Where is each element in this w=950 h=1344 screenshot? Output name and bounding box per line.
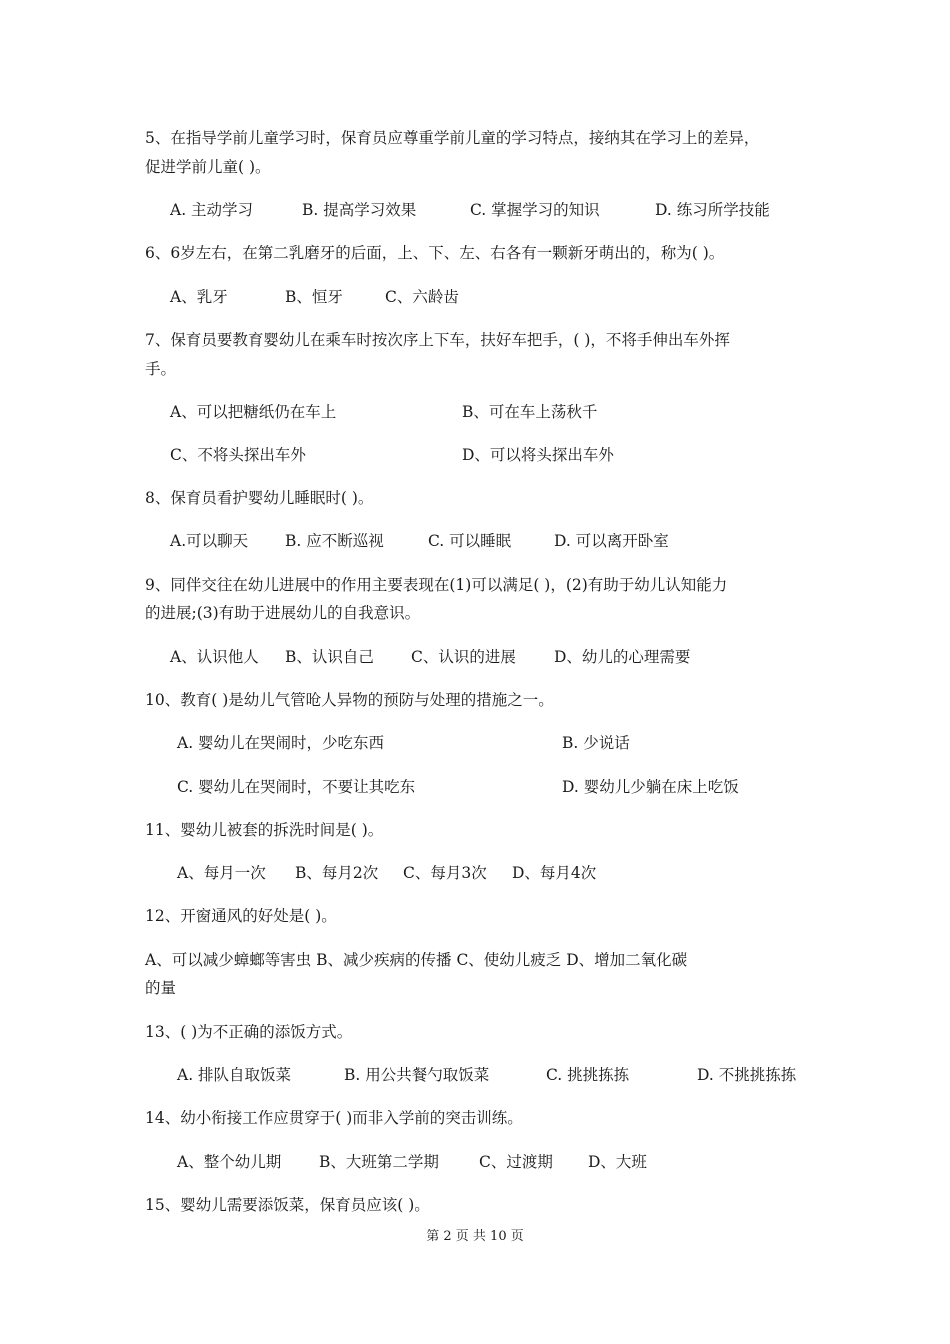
question-10-option-c: C. 婴幼儿在哭闹时，不要让其吃东: [177, 778, 416, 796]
question-12-text: 12、开窗通风的好处是( )。: [145, 907, 337, 925]
question-8-option-a: A.可以聊天: [170, 532, 249, 550]
question-15-text: 15、婴幼儿需要添饭菜，保育员应该( )。: [145, 1196, 430, 1214]
question-6-text: 6、6岁左右，在第二乳磨牙的后面，上、下、左、右各有一颗新牙萌出的，称为( )。: [145, 244, 725, 262]
page-number: 第 2 页 共 10 页: [426, 1229, 524, 1244]
question-13-text: 13、( )为不正确的添饭方式。: [145, 1023, 353, 1041]
question-13-option-d: D. 不挑挑拣拣: [697, 1066, 797, 1084]
question-13-option-b: B. 用公共餐勺取饭菜: [344, 1066, 490, 1084]
question-7-option-b: B、可在车上荡秋千: [462, 403, 598, 421]
question-11-option-c: C、每月3次: [403, 864, 487, 882]
question-7-option-a: A、可以把糖纸仍在车上: [170, 403, 337, 421]
question-11-option-a: A、每月一次: [177, 864, 266, 882]
question-13-option-c: C. 挑挑拣拣: [546, 1066, 630, 1084]
question-14-text: 14、幼小衔接工作应贯穿于( )而非入学前的突击训练。: [145, 1109, 523, 1127]
question-14-option-b: B、大班第二学期: [319, 1153, 439, 1171]
question-14-option-d: D、大班: [588, 1153, 647, 1171]
question-5-option-d: D. 练习所学技能: [655, 201, 770, 219]
question-10-option-a: A. 婴幼儿在哭闹时，少吃东西: [177, 734, 385, 752]
question-9-text: 9、同伴交往在幼儿进展中的作用主要表现在(1)可以满足( )，(2)有助于幼儿认知能力: [145, 576, 728, 594]
question-14-option-a: A、整个幼儿期: [177, 1153, 282, 1171]
question-6-option-c: C、六龄齿: [385, 288, 459, 306]
question-8-option-b: B. 应不断巡视: [285, 532, 384, 550]
question-10-option-d: D. 婴幼儿少躺在床上吃饭: [562, 778, 739, 796]
question-5-option-b: B. 提高学习效果: [302, 201, 417, 219]
question-6-option-a: A、乳牙: [170, 288, 228, 306]
question-10-text: 10、教育( )是幼儿气管呛人异物的预防与处理的措施之一。: [145, 691, 554, 709]
question-5-option-a: A. 主动学习: [170, 201, 254, 219]
question-8-option-c: C. 可以睡眠: [428, 532, 512, 550]
question-11-option-b: B、每月2次: [295, 864, 379, 882]
question-14-option-c: C、过渡期: [479, 1153, 553, 1171]
question-5-text: 5、在指导学前儿童学习时，保育员应尊重学前儿童的学习特点，接纳其在学习上的差异，: [145, 129, 760, 147]
question-10-option-b: B. 少说话: [562, 734, 630, 752]
question-9-option-d: D、幼儿的心理需要: [554, 648, 691, 666]
question-9-text-cont: 的进展;(3)有助于进展幼儿的自我意识。: [145, 604, 421, 622]
question-8-text: 8、保育员看护婴幼儿睡眠时( )。: [145, 489, 374, 507]
question-7-option-c: C、不将头探出车外: [170, 446, 306, 464]
question-8-option-d: D. 可以离开卧室: [554, 532, 669, 550]
question-12-options-cont: 的量: [145, 979, 177, 997]
question-7-text-cont: 手。: [145, 360, 177, 378]
question-7-text: 7、保育员要教育婴幼儿在乘车时按次序上下车，扶好车把手，( )，不将手伸出车外挥: [145, 331, 730, 349]
question-6-option-b: B、恒牙: [285, 288, 343, 306]
question-7-option-d: D、可以将头探出车外: [462, 446, 614, 464]
question-13-option-a: A. 排队自取饭菜: [177, 1066, 292, 1084]
question-11-option-d: D、每月4次: [512, 864, 597, 882]
question-9-option-b: B、认识自己: [285, 648, 374, 666]
question-5-option-c: C. 掌握学习的知识: [470, 201, 600, 219]
question-11-text: 11、婴幼儿被套的拆洗时间是( )。: [145, 821, 384, 839]
question-5-text-cont: 促进学前儿童( )。: [145, 158, 271, 176]
question-9-option-c: C、认识的进展: [411, 648, 516, 666]
question-9-option-a: A、认识他人: [170, 648, 259, 666]
question-12-options: A、可以减少蟑螂等害虫 B、减少疾病的传播 C、使幼儿疲乏 D、增加二氧化碳: [145, 951, 688, 969]
